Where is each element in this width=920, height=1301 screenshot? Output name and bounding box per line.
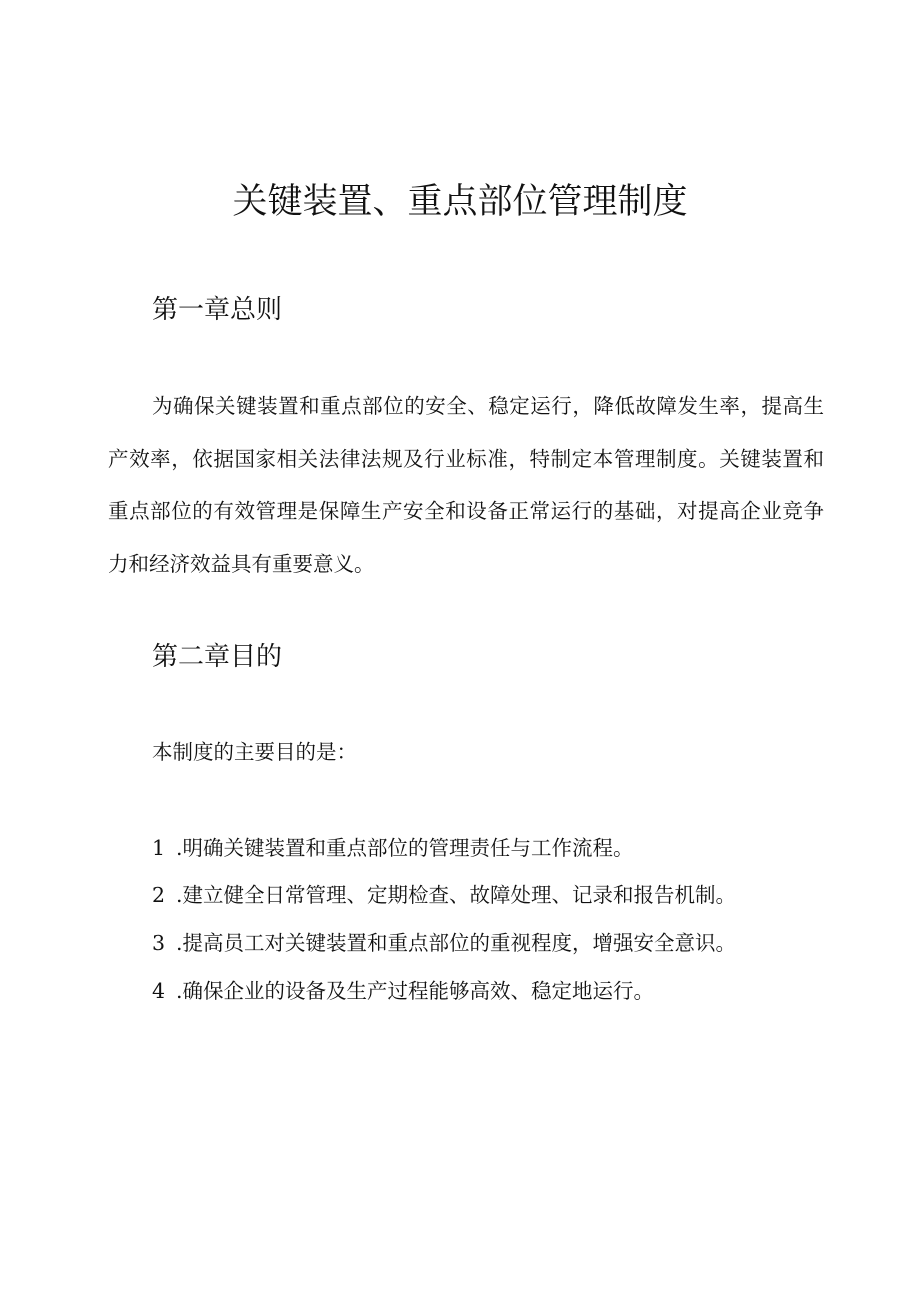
list-item-number: 2 [152, 883, 166, 907]
chapter-1-heading: 第一章总则 [152, 295, 283, 325]
list-item-text: .建立健全日常管理、定期检查、故障处理、记录和报告机制。 [176, 883, 737, 907]
list-item-number: 1 [152, 836, 166, 860]
chapter-1-paragraph: 为确保关键装置和重点部位的安全、稳定运行，降低故障发生率，提高生产效率，依据国家相关法律法规及行业标准，特制定本管理制度。关键装置和重点部位的有效管理是保障生产安全和设备正常运行的基础，对提高企业竞争力和经济效益具有重要意义。 [108, 394, 824, 576]
list-item [152, 833, 634, 863]
list-item-number: 3 [152, 931, 166, 955]
list-item-number: 4 [152, 979, 166, 1003]
purpose-intro-text: 本制度的主要目的是： [152, 740, 357, 764]
document-title: 关键装置、重点部位管理制度 [232, 182, 688, 222]
list-item [152, 928, 736, 958]
list-item-text: .提高员工对关键装置和重点部位的重视程度，增强安全意识。 [176, 931, 737, 955]
list-item [152, 880, 736, 910]
list-item-text: .明确关键装置和重点部位的管理责任与工作流程。 [176, 836, 634, 860]
list-item [152, 976, 654, 1006]
list-item-text: .确保企业的设备及生产过程能够高效、稳定地运行。 [176, 979, 655, 1003]
chapter-2-heading: 第二章目的 [152, 642, 283, 672]
